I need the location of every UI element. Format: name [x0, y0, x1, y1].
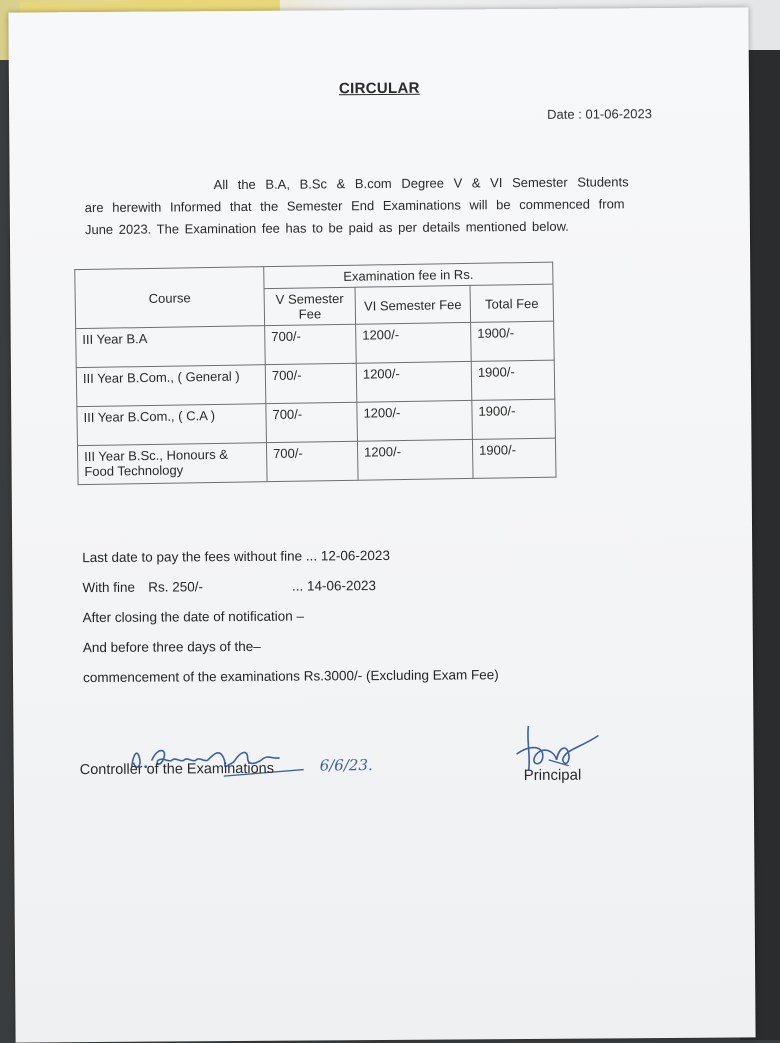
cell-course: III Year B.Sc., Honours & Food Technology: [77, 443, 267, 485]
circular-date: Date : 01-06-2023: [547, 106, 652, 122]
note-commencement: commencement of the examinations Rs.3000/- (Excluding Exam Fee): [83, 667, 499, 686]
paragraph-line-3: June 2023. The Examination fee has to be paid as per details mentioned below.: [84, 218, 569, 238]
controller-handwritten-date: 6/6/23.: [319, 756, 373, 775]
circular-sheet: [8, 7, 755, 1042]
header-course: Course: [75, 267, 265, 329]
cell-course: III Year B.A: [76, 326, 266, 368]
note-with-fine: [82, 578, 376, 595]
with-fine-amount: Rs. 250/-: [148, 579, 204, 595]
header-exam-fee: Examination fee in Rs.: [264, 262, 553, 289]
note-before-three-days: And before three days of the–: [82, 638, 261, 656]
cell-vi-fee: 1200/-: [357, 400, 473, 441]
fee-table: [74, 262, 556, 485]
cell-vi-fee: 1200/-: [356, 322, 472, 363]
cell-total-fee: 1900/-: [471, 321, 555, 361]
paragraph-line-1: All the B.A, B.Sc & B.com Degree V & VI Semester Students: [213, 174, 629, 193]
note-last-date: Last date to pay the fees without fine ... 12-06-2023: [82, 547, 390, 566]
cell-course: III Year B.Com., ( C.A ): [77, 404, 267, 446]
header-total-fee: Total Fee: [470, 284, 554, 322]
with-fine-label: With fine: [82, 579, 136, 596]
cell-total-fee: 1900/-: [472, 438, 556, 478]
controller-label: Controller of the Examinations: [79, 760, 275, 779]
note-after-closing: After closing the date of notification –: [82, 608, 305, 626]
header-vi-semester: VI Semester Fee: [355, 285, 471, 324]
header-v-semester: V Semester Fee: [264, 287, 356, 325]
paragraph-line-2: are herewith Informed that the Semester End Examinations will be commenced from: [84, 196, 625, 216]
cell-vi-fee: 1200/-: [356, 361, 472, 402]
cell-vi-fee: 1200/-: [357, 439, 473, 480]
with-fine-date: ... 14-06-2023: [291, 578, 377, 594]
cell-v-fee: 700/-: [265, 324, 357, 364]
table-row: [77, 438, 556, 485]
circular-title: CIRCULAR: [338, 79, 420, 98]
cell-v-fee: 700/-: [266, 402, 358, 442]
cell-v-fee: 700/-: [266, 441, 358, 481]
cell-v-fee: 700/-: [265, 363, 357, 403]
cell-total-fee: 1900/-: [472, 399, 556, 439]
cell-course: III Year B.Com., ( General ): [76, 365, 266, 407]
principal-label: Principal: [523, 766, 582, 785]
cell-total-fee: 1900/-: [471, 360, 555, 400]
